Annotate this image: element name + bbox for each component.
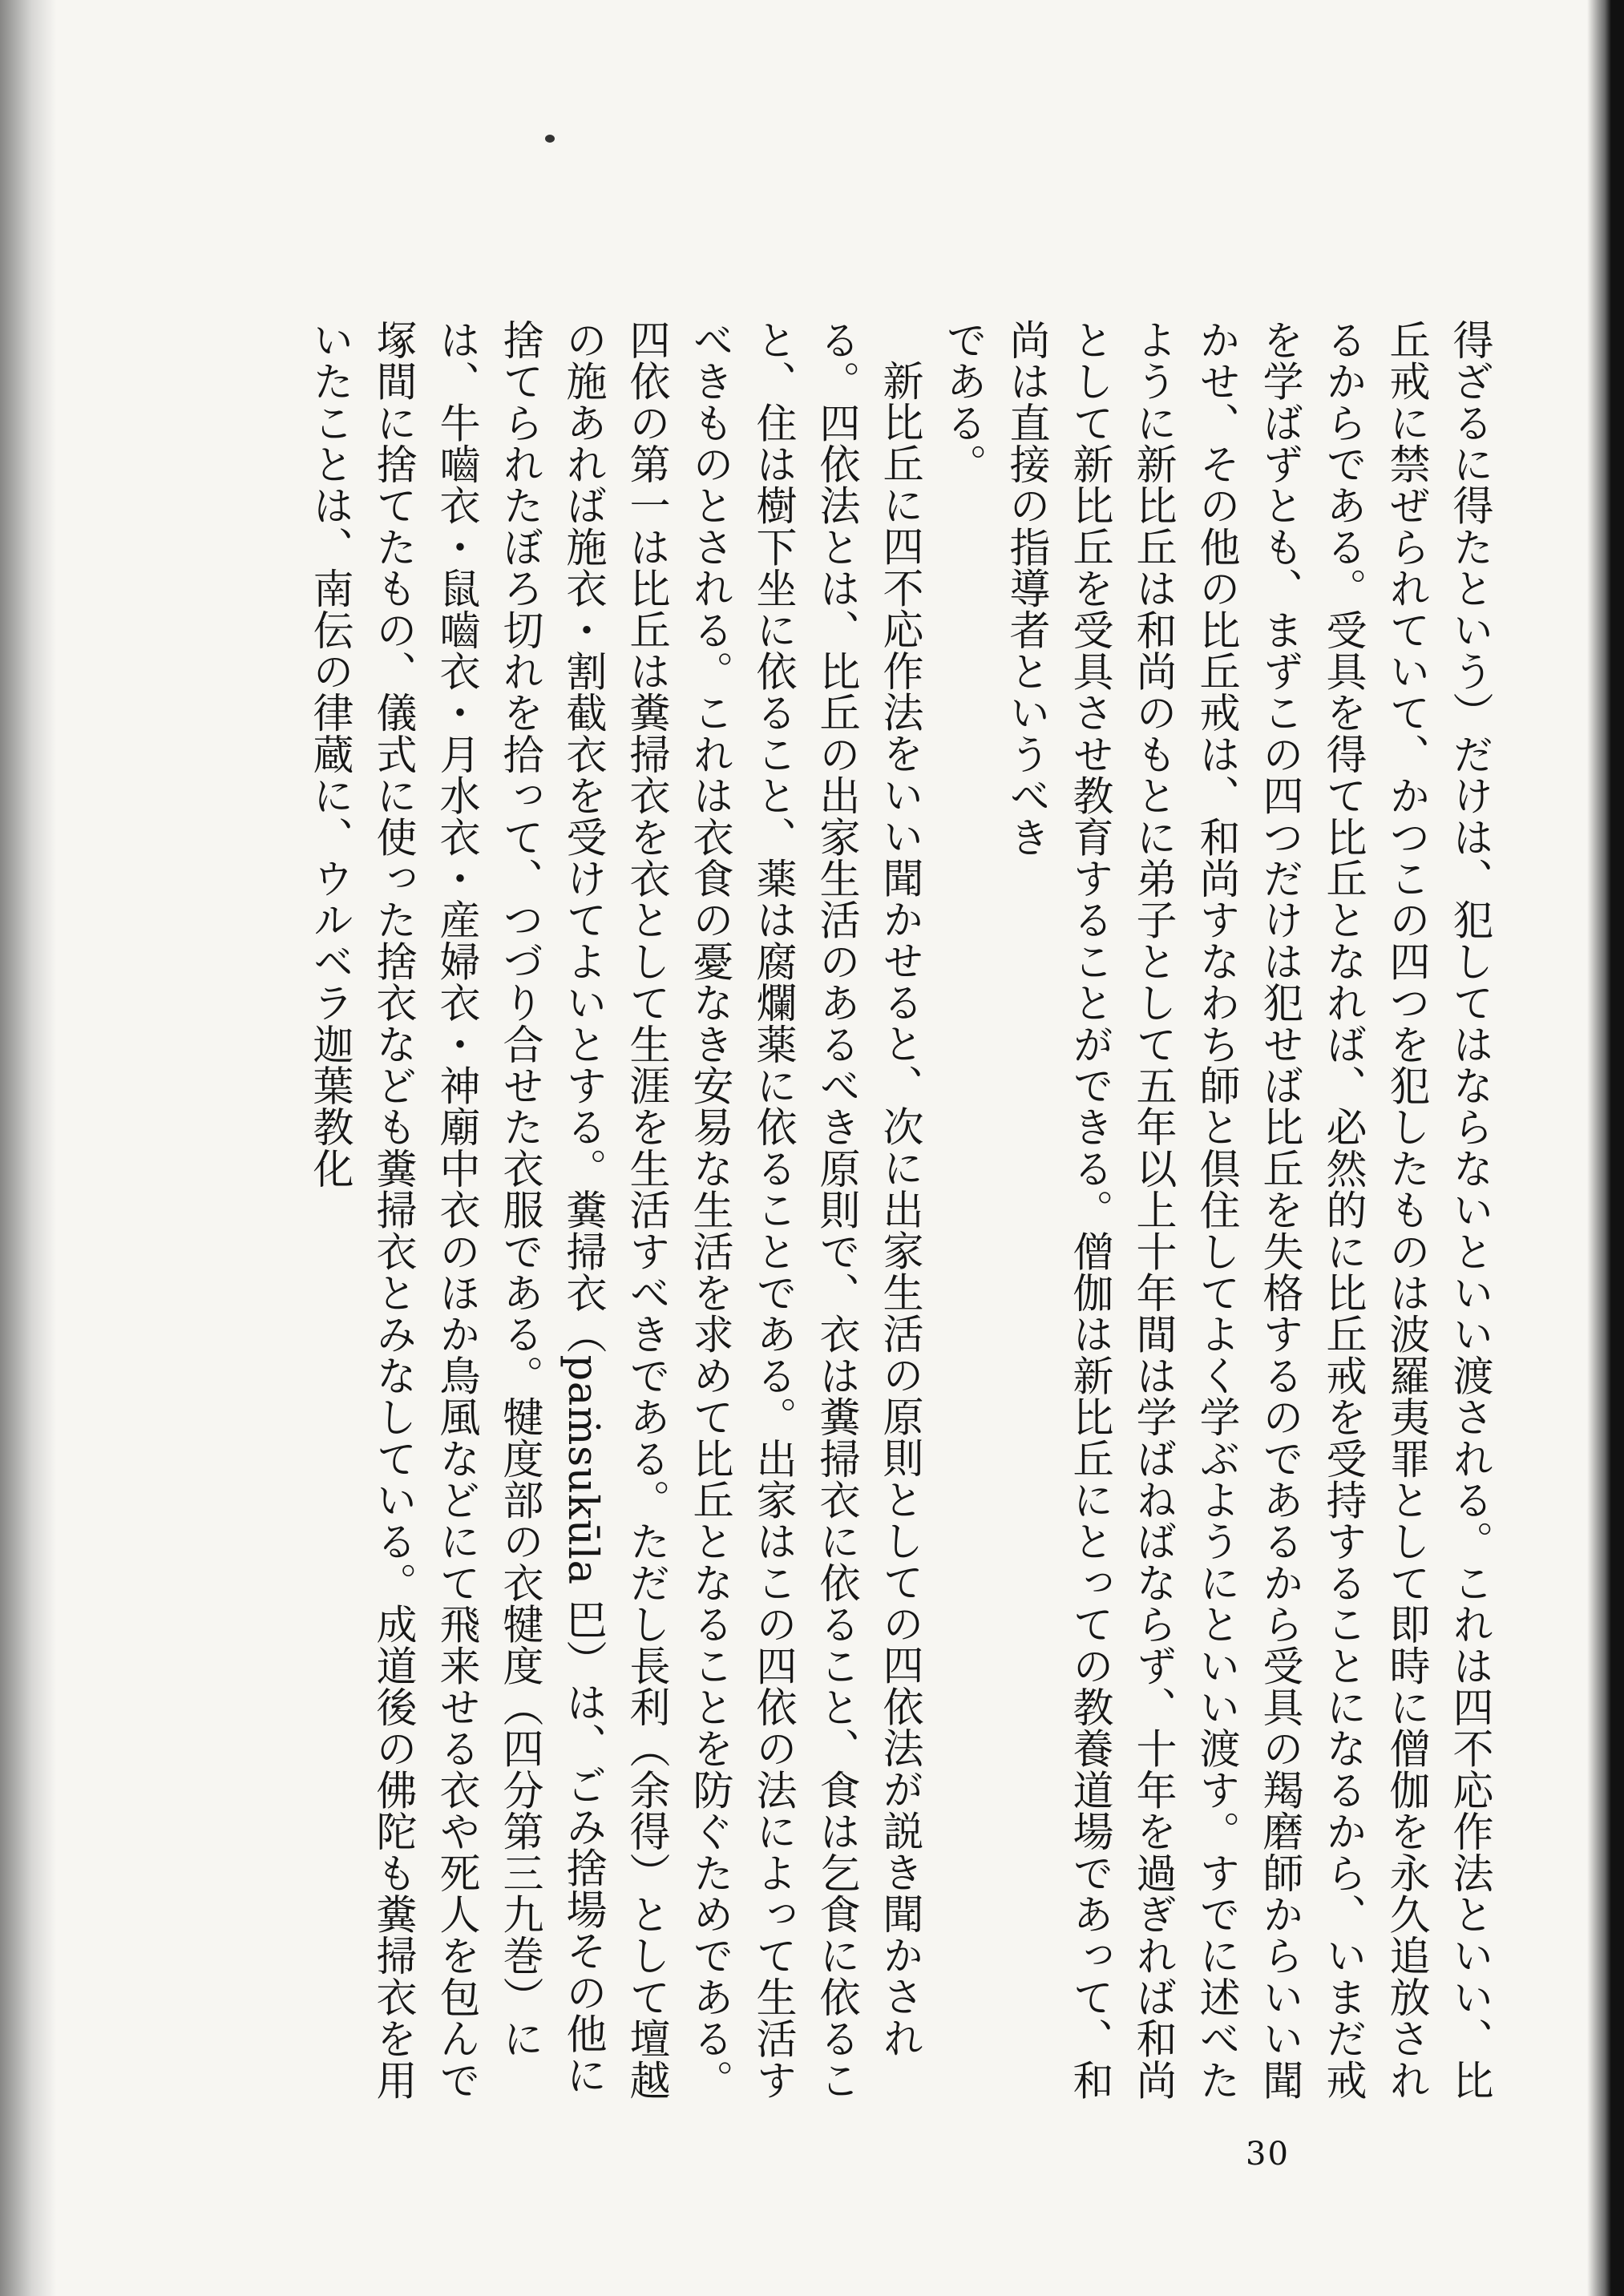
page-left-edge-shadow: [0, 0, 56, 2296]
paragraph-ending: である。: [939, 319, 986, 485]
ink-speck: [545, 135, 555, 143]
paragraph-continued: 得ざるに得たという）だけは、犯してはならないといい渡される。これは四不応作法といい、比丘戒に禁ぜられていて、かつこの四つを犯したものは波羅夷罪として即時に僧伽を永久追放されるからである。受具を得て比丘となれば、必然的に比丘戒を受持することになるから、いまだ戒を学ばずとも、まずこの四つだけは犯せば比丘を失格するのであるから受具の羯磨師からいい聞かせ、その他の比丘戒は、和尚すなわち師と倶住してよく学ぶようにといい渡す。すでに述べたように新比丘は和尚のもとに弟子として五年以上十年間は学ばねばならず、十年を過ぎれば和尚として新比丘を受具させ教育することができる。僧伽は新比丘にとっての教養道場であって、和尚は直接の指導者というべき: [1002, 319, 1493, 2101]
vertical-text-block: [162, 319, 1501, 2114]
page-right-edge-shadow: [1587, 0, 1624, 2296]
page-number: 30: [1246, 2136, 1290, 2173]
paragraph-shie-ho: 新比丘に四不応作法をいい聞かせると、次に出家生活の原則としての四依法が説き聞かされる。四依法とは、比丘の出家生活のあるべき原則で、衣は糞掃衣に依ること、食は乞食に依ること、住は樹下坐に依ること、薬は腐爛薬に依ることである。出家はこの四依の法によって生活すべきものとされる。これは衣食の憂なき安易な生活を求めて比丘となることを防ぐためである。四依の第一は比丘は糞掃衣を衣として生涯を生活すべきである。ただし長利（余得）として壇越の施あれば施衣・割截衣を受けてよいとする。糞掃衣（paṁsukūla 巴）は、ごみ捨場その他に捨てられたぼろ切れを拾って、つづり合せた衣服である。犍度部の衣犍度（四分第三九巻）には、牛嚙衣・鼠嚙衣・月水衣・産婦衣・神廟中衣のほか鳥風などにて飛来せる衣や死人を包んで塚間に捨てたもの、儀式に使った捨衣なども糞掃衣とみなしている。成道後の佛陀も糞掃衣を用いたことは、南伝の律蔵に、ウルベラ迦葉教化: [305, 319, 923, 2101]
